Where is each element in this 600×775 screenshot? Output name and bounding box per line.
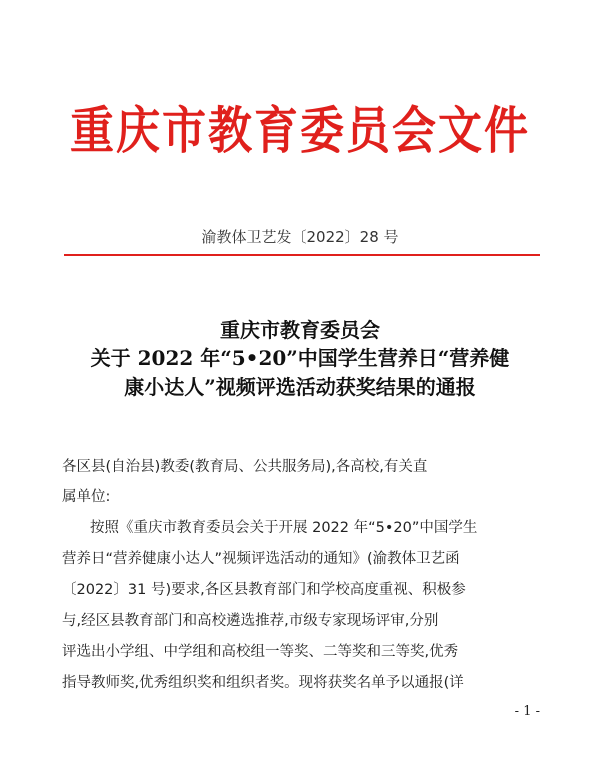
document-title-line-2: 关于 2022 年“5•20”中国学生营养日“营养健 xyxy=(90,346,510,370)
red-divider-line xyxy=(64,254,540,256)
addressee-line-1: 各区县(自治县)教委(教育局、公共服务局),各高校,有关直 xyxy=(62,459,428,475)
body-paragraph-line: 营养日“营养健康小达人”视频评选活动的通知》(渝教体卫艺函 xyxy=(62,551,460,567)
body-paragraph-line: 与,经区县教育部门和高校遴选推荐,市级专家现场评审,分别 xyxy=(62,613,439,629)
body-paragraph-line: 〔2022〕31 号)要求,各区县教育部门和学校高度重视、积极参 xyxy=(62,582,466,598)
document-title-line-3: 康小达人”视频评选活动获奖结果的通报 xyxy=(124,375,476,399)
document-number: 渝教体卫艺发〔2022〕28 号 xyxy=(201,228,399,246)
body-paragraph-line: 指导教师奖,优秀组织奖和组织者奖。现将获奖名单予以通报(详 xyxy=(62,675,464,691)
addressee-line-2: 属单位: xyxy=(62,489,111,505)
document-red-header: 重庆市教育委员会文件 xyxy=(70,102,530,161)
document-title-line-1: 重庆市教育委员会 xyxy=(220,318,380,342)
body-paragraph-line: 评选出小学组、中学组和高校组一等奖、二等奖和三等奖,优秀 xyxy=(62,644,459,660)
page-number: - 1 - xyxy=(514,704,540,719)
body-paragraph-line: 按照《重庆市教育委员会关于开展 2022 年“5•20”中国学生 xyxy=(90,520,478,536)
